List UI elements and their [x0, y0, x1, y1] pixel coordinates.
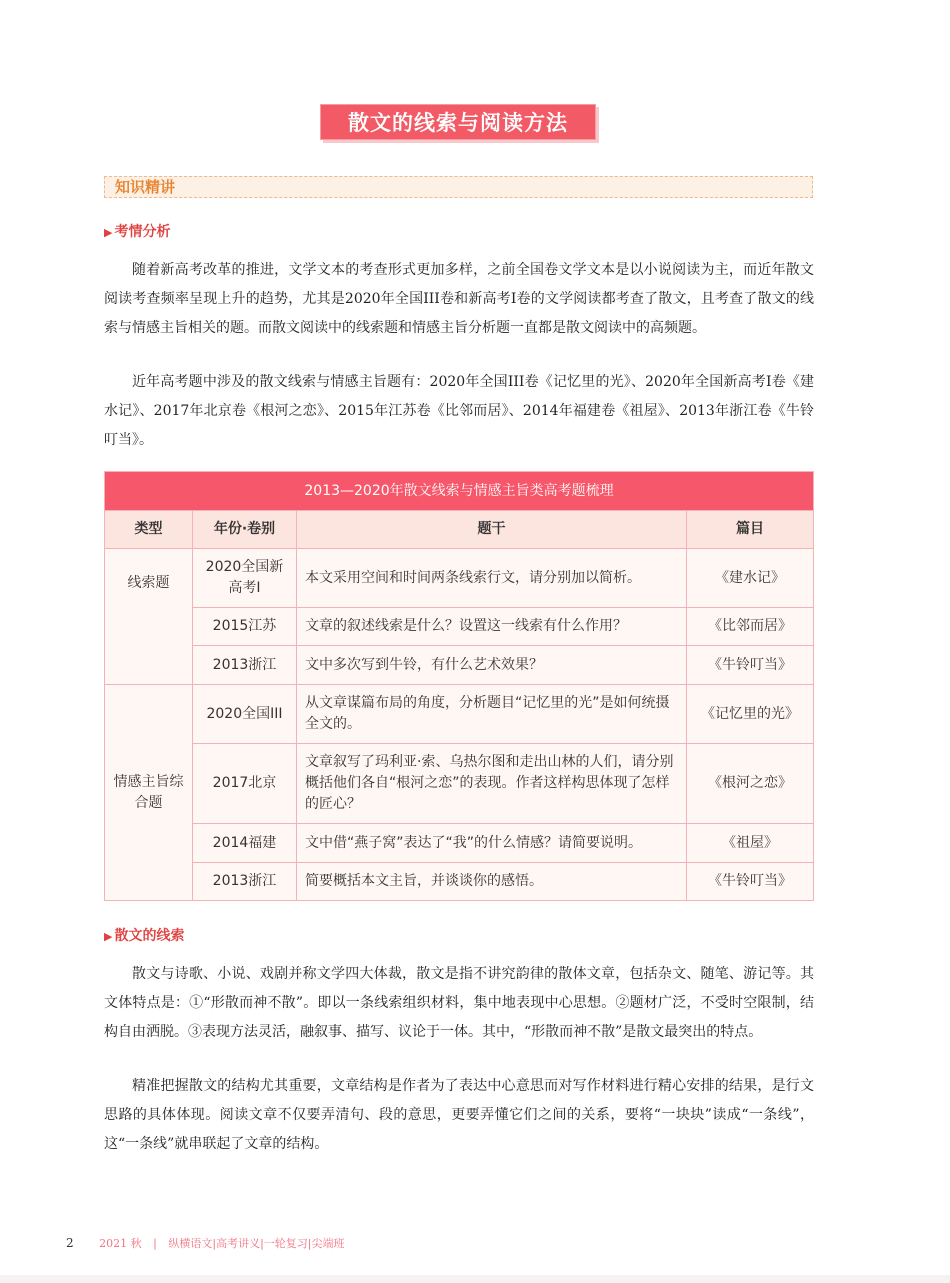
title-cell: 《比邻而居》: [687, 608, 814, 646]
question-cell: 文章的叙述线索是什么？设置这一线索有什么作用？: [297, 608, 687, 646]
table-row: [105, 608, 814, 646]
question-cell: 简要概括本文主旨，并谈谈你的感悟。: [297, 863, 687, 901]
section-header-bar: [104, 176, 813, 198]
table-row: [105, 824, 814, 863]
triangle-arrow-icon: ▶: [104, 226, 113, 239]
table-header-question: 题干: [297, 511, 687, 549]
subsection-analysis-label: 考情分析: [114, 224, 171, 240]
table-header-year: 年份·卷别: [193, 511, 297, 549]
table-header-type: 类型: [105, 511, 193, 549]
paragraph-analysis-2: 近年高考题中涉及的散文线索与情感主旨题有：2020年全国III卷《记忆里的光》、2020年全国新高考I卷《建水记》、2017年北京卷《根河之恋》、2015年江苏卷《比邻而居》、2014年福建卷《祖屋》、2013年浙江卷《牛铃叮当》。: [104, 374, 814, 448]
table-row: [105, 685, 814, 744]
page-number: 2: [66, 1236, 74, 1250]
footer-divider: |: [153, 1237, 157, 1250]
year-cell: 2020全国新高考I: [193, 549, 297, 608]
table-row: [105, 863, 814, 901]
subsection-clues-label: 散文的线索: [114, 928, 185, 944]
subsection-clues: [104, 926, 184, 947]
footer-season: 2021 秋: [99, 1237, 142, 1250]
page-title: 散文的线索与阅读方法: [320, 104, 596, 140]
year-cell: 2013浙江: [193, 646, 297, 685]
table-row: [105, 744, 814, 824]
table-row: [105, 549, 814, 608]
year-cell: 2014福建: [193, 824, 297, 863]
table-caption: 2013—2020年散文线索与情感主旨类高考题梳理: [105, 472, 814, 511]
footer-book-title: 纵横语文|高考讲义|一轮复习|尖端班: [168, 1237, 345, 1250]
paragraph-clues-2: 精准把握散文的结构尤其重要，文章结构是作者为了表达中心意思而对写作材料进行精心安排的结果，是行文思路的具体体现。阅读文章不仅要弄清句、段的意思，更要弄懂它们之间的关系，要将“一块块”读成“一条线”，这“一条线”就串联起了文章的结构。: [104, 1078, 814, 1152]
exam-questions-table: [104, 471, 814, 901]
paragraph-clues-1: 散文与诗歌、小说、戏剧并称文学四大体裁，散文是指不讲究韵律的散体文章，包括杂文、随笔、游记等。其文体特点是：①“形散而神不散”。即以一条线索组织材料，集中地表现中心思想。②题材广泛，不受时空限制，结构自由洒脱。③表现方法灵活，融叙事、描写、议论于一体。其中，“形散而神不散”是散文最突出的特点。: [104, 966, 814, 1040]
section-header: 知识精讲: [115, 178, 176, 196]
subsection-analysis: [104, 222, 170, 243]
type-cell: 线索题: [105, 549, 193, 685]
triangle-arrow-icon: ▶: [104, 930, 113, 943]
table-row: [105, 646, 814, 685]
year-cell: 2015江苏: [193, 608, 297, 646]
year-cell: 2020全国III: [193, 685, 297, 744]
title-cell: 《牛铃叮当》: [687, 863, 814, 901]
page-bottom-edge: [0, 1275, 950, 1283]
question-cell: 从文章谋篇布局的角度，分析题目“记忆里的光”是如何统摄全文的。: [297, 685, 687, 744]
title-cell: 《建水记》: [687, 549, 814, 608]
year-cell: 2017北京: [193, 744, 297, 824]
year-cell: 2013浙江: [193, 863, 297, 901]
question-cell: 本文采用空间和时间两条线索行文，请分别加以简析。: [297, 549, 687, 608]
title-cell: 《祖屋》: [687, 824, 814, 863]
type-cell: 情感主旨综合题: [105, 685, 193, 901]
paragraph-analysis-1: 随着新高考改革的推进，文学文本的考查形式更加多样，之前全国卷文学文本是以小说阅读为主，而近年散文阅读考查频率呈现上升的趋势，尤其是2020年全国III卷和新高考I卷的文学阅读都考查了散文，且考查了散文的线索与情感主旨相关的题。而散文阅读中的线索题和情感主旨分析题一直都是散文阅读中的高频题。: [104, 262, 814, 336]
question-cell: 文中借“燕子窝”表达了“我”的什么情感？请简要说明。: [297, 824, 687, 863]
title-cell: 《牛铃叮当》: [687, 646, 814, 685]
title-cell: 《根河之恋》: [687, 744, 814, 824]
question-cell: 文章叙写了玛利亚·索、乌热尔图和走出山林的人们，请分别概括他们各自“根河之恋”的表现。作者这样构思体现了怎样的匠心？: [297, 744, 687, 824]
table-header-title: 篇目: [687, 511, 814, 549]
question-cell: 文中多次写到牛铃，有什么艺术效果？: [297, 646, 687, 685]
page-footer: [66, 1234, 344, 1252]
title-cell: 《记忆里的光》: [687, 685, 814, 744]
